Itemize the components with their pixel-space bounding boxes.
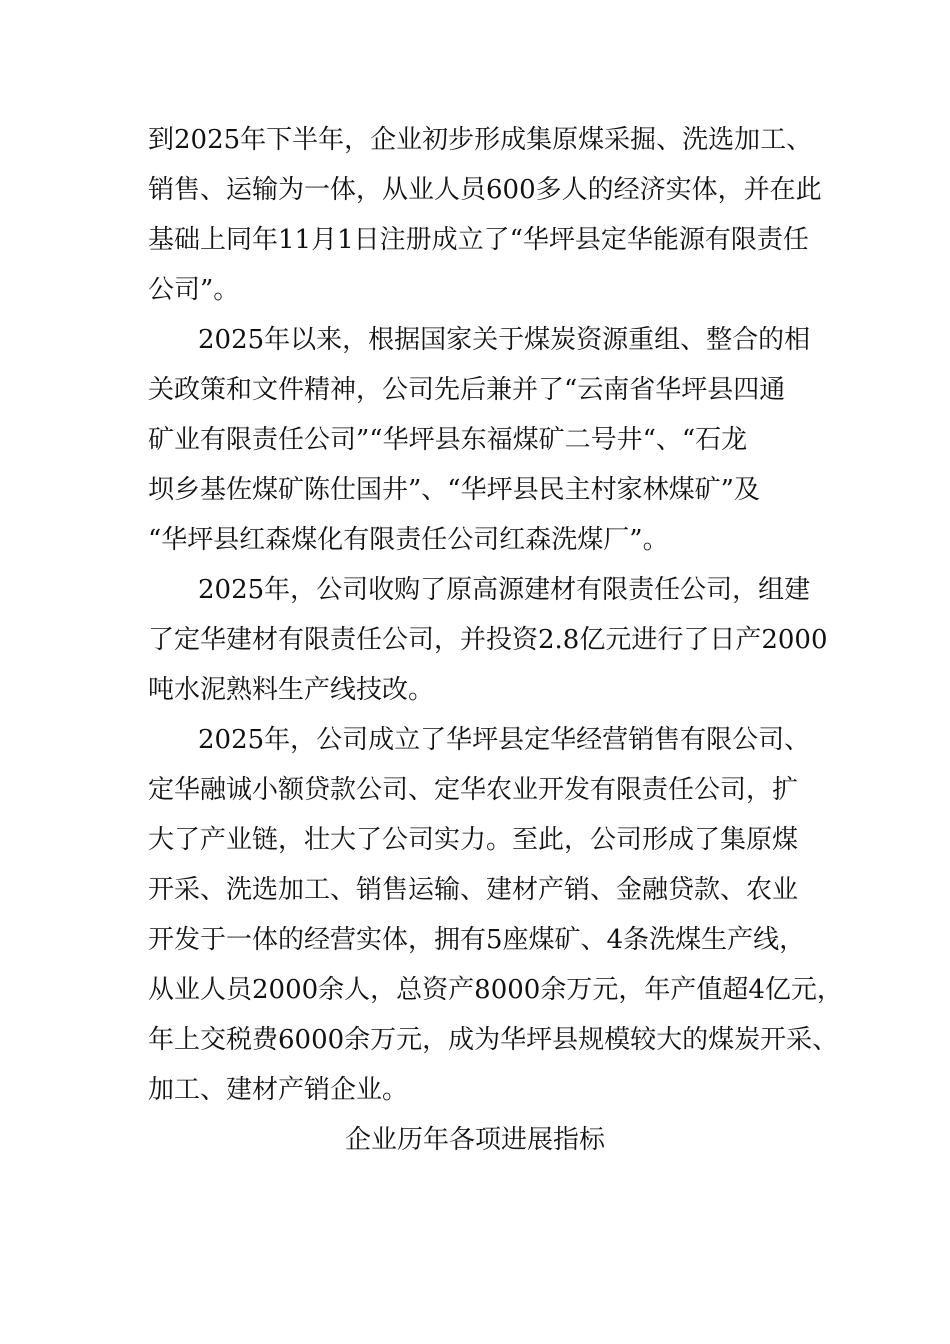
paragraph-line: 年上交税费6000余万元，成为华坪县规模较大的煤炭开采、 [148,1025,839,1055]
paragraph-line: 开采、洗选加工、销售运输、建材产销、金融贷款、农业 [148,875,799,905]
paragraph-line: 公司”。 [148,275,240,305]
paragraph-line: 关政策和文件精神，公司先后兼并了“云南省华坪县四通 [148,375,786,405]
paragraph-line: 2025年，公司成立了华坪县定华经营销售有限公司、 [198,725,811,755]
paragraph-line: 定华融诚小额贷款公司、定华农业开发有限责任公司，扩 [148,775,799,805]
paragraph-line: 2025年，公司收购了原高源建材有限责任公司，组建 [198,575,811,605]
paragraph-line: 到2025年下半年，企业初步形成集原煤采掘、洗选加工、 [148,125,813,155]
paragraph-line: 吨水泥熟料生产线技改。 [148,675,435,705]
paragraph-line: 加工、建材产销企业。 [148,1075,409,1105]
paragraph-line: 基础上同年11月1日注册成立了“华坪县定华能源有限责任 [148,225,809,255]
paragraph-line: 了定华建材有限责任公司，并投资2.8亿元进行了日产2000 [148,625,828,655]
paragraph-line: 矿业有限责任公司”“华坪县东福煤矿二号井“、“石龙 [148,425,748,455]
paragraph-line: “华坪县红森煤化有限责任公司红森洗煤厂”。 [148,525,669,555]
paragraph-line: 开发于一体的经营实体，拥有5座煤矿、4条洗煤生产线， [148,925,806,955]
paragraph-line: 坝乡基佐煤矿陈仕国井”、“华坪县民主村家林煤矿”及 [148,475,760,505]
paragraph-line: 销售、运输为一体，从业人员600多人的经济实体，并在此 [148,175,822,205]
paragraph-line: 从业人员2000余人，总资产8000余万元，年产值超4亿元， [148,975,843,1005]
paragraph-line: 大了产业链，壮大了公司实力。至此，公司形成了集原煤 [148,825,799,855]
paragraph-line: 2025年以来，根据国家关于煤炭资源重组、整合的相 [198,325,811,355]
table-caption: 企业历年各项进展指标 [344,1125,605,1155]
